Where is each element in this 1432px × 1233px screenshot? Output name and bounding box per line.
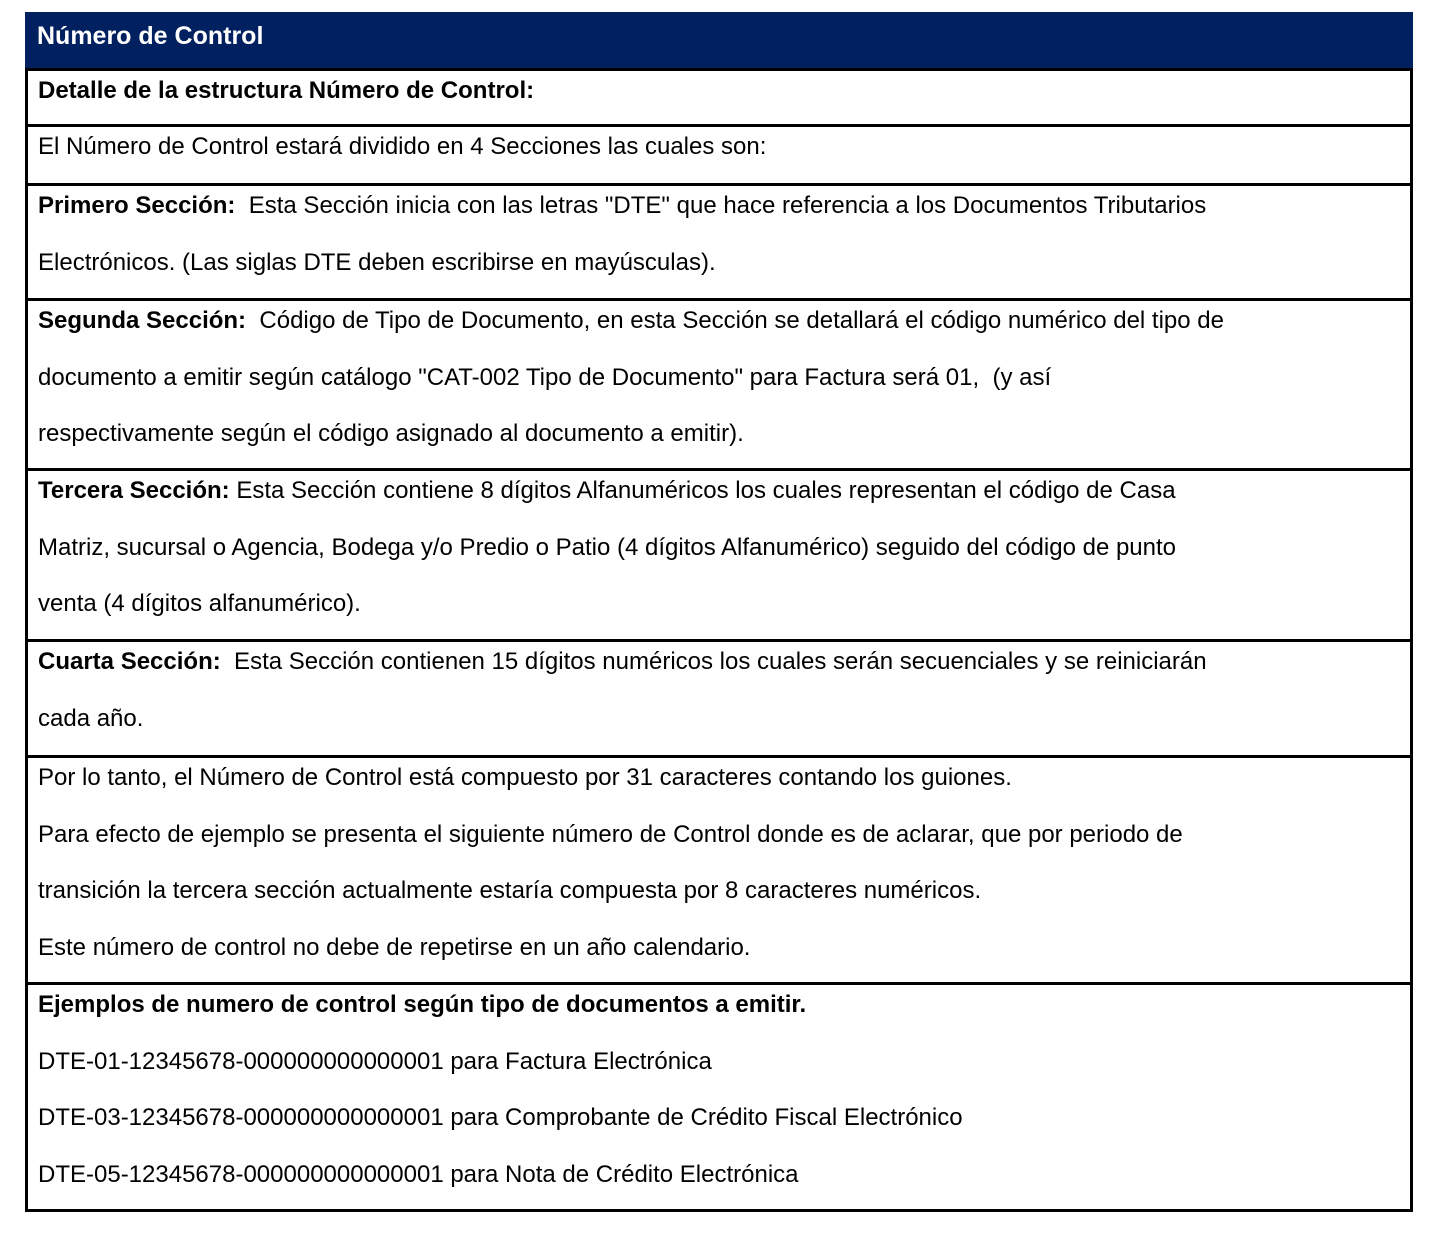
- table-header: Número de Control: [25, 12, 1413, 68]
- text-line: [38, 815, 1400, 872]
- text-line: [38, 127, 1400, 184]
- line-text: DTE-03-12345678-000000000000001 para Comprobante de Crédito Fiscal Electrónico: [38, 1104, 963, 1131]
- text-line: [38, 528, 1400, 585]
- text-line: [38, 985, 1400, 1042]
- text-line: [38, 871, 1400, 928]
- text-line: [38, 1098, 1400, 1155]
- text-line: [38, 584, 1400, 641]
- table-row: [25, 68, 1413, 127]
- line-text: Esta Sección inicia con las letras "DTE" que hace referencia a los Documentos Tributarios: [235, 192, 1207, 219]
- text-line: [38, 699, 1400, 756]
- bold-label: Detalle de la estructura Número de Control:: [38, 77, 535, 104]
- numero-de-control-table: [25, 12, 1413, 1212]
- text-line: [38, 1155, 1400, 1212]
- table-row: [25, 758, 1413, 985]
- table-row: [25, 301, 1413, 471]
- line-text: DTE-01-12345678-000000000000001 para Factura Electrónica: [38, 1047, 712, 1075]
- text-line: [38, 358, 1400, 415]
- line-text: Código de Tipo de Documento, en esta Sección se detallará el código numérico del tipo de: [246, 307, 1224, 334]
- table-row: [25, 642, 1413, 758]
- table-row: [25, 186, 1413, 301]
- text-line: [38, 243, 1400, 300]
- line-text: Este número de control no debe de repetirse en un año calendario.: [38, 933, 751, 961]
- line-text: DTE-05-12345678-000000000000001 para Nota de Crédito Electrónica: [38, 1160, 799, 1188]
- line-text: Electrónicos. (Las siglas DTE deben escribirse en mayúsculas).: [38, 248, 716, 276]
- line-text: respectivamente según el código asignado al documento a emitir).: [38, 420, 744, 447]
- line-text: venta (4 dígitos alfanumérico).: [38, 590, 361, 617]
- text-line: [38, 414, 1400, 471]
- line-text: El Número de Control estará dividido en 4 Secciones las cuales son:: [38, 133, 767, 160]
- bold-label: Primero Sección:: [38, 192, 236, 219]
- text-line: [38, 301, 1400, 358]
- text-line: [38, 471, 1400, 528]
- bold-label: Segunda Sección:: [38, 307, 247, 334]
- text-line: [38, 642, 1400, 699]
- bold-label: Cuarta Sección:: [38, 648, 221, 675]
- line-text: Para efecto de ejemplo se presenta el siguiente número de Control donde es de aclarar, que por periodo de: [38, 820, 1183, 848]
- bold-label: Ejemplos de numero de control según tipo de documentos a emitir.: [38, 991, 807, 1018]
- text-line: [38, 71, 1400, 128]
- text-line: [38, 186, 1400, 243]
- bold-label: Tercera Sección:: [38, 477, 230, 504]
- line-text: transición la tercera sección actualmente estaría compuesta por 8 caracteres numéricos.: [38, 877, 982, 904]
- table-row: [25, 127, 1413, 186]
- line-text: Por lo tanto, el Número de Control está compuesto por 31 caracteres contando los guiones.: [38, 764, 1012, 791]
- line-text: Matriz, sucursal o Agencia, Bodega y/o Predio o Patio (4 dígitos Alfanumérico) seguido del código de punto: [38, 533, 1177, 561]
- table-row: [25, 985, 1413, 1212]
- table-row: [25, 471, 1413, 642]
- line-text: Esta Sección contienen 15 dígitos numéricos los cuales serán secuenciales y se reiniciarán: [220, 648, 1207, 675]
- text-line: [38, 1042, 1400, 1099]
- text-line: [38, 758, 1400, 815]
- line-text: documento a emitir según catálogo "CAT-002 Tipo de Documento" para Factura será 01, (y así: [38, 363, 1052, 391]
- text-line: [38, 928, 1400, 985]
- line-text: Esta Sección contiene 8 dígitos Alfanuméricos los cuales representan el código de Casa: [229, 477, 1176, 504]
- line-text: cada año.: [38, 704, 144, 732]
